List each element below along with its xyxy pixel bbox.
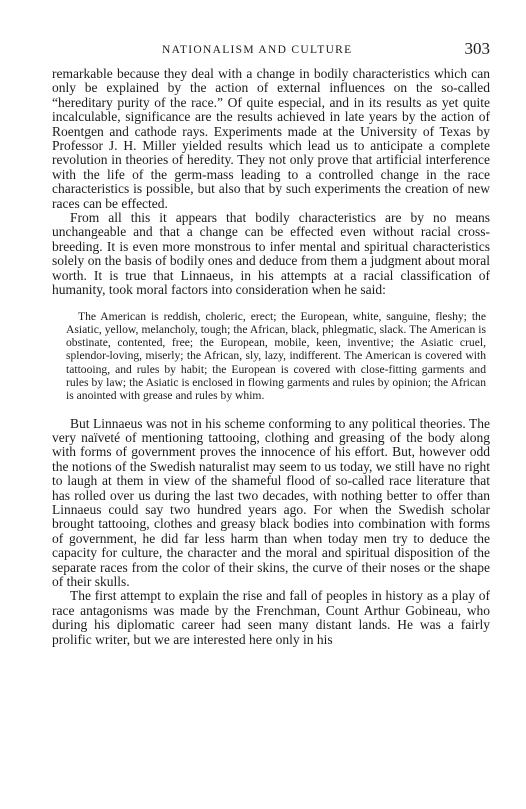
page-body [52,67,490,647]
page-header [52,39,490,62]
block-quote [66,310,486,403]
page-number: 303 [464,39,490,58]
paragraph-continued: remarkable because they deal with a change in bodily characteristics which can only be explained by the action of external influences on the so-called “hereditary purity of the race.” Of quite especial, and in its results as yet quite incalculable, significance are the results achieved in late years by the action of Roentgen and cathode rays. Experiments made at the University of Texas by Professor J. H. Miller yielded results which lead us to anticipate a complete revolution in theories of heredity. They not only prove that artificial interference with the life of the germ-mass leading to a controlled change in the race characteristics is possible, but also that by such experiments the creation of new races can be effected. [52,66,490,211]
block-quote-text: The American is reddish, choleric, erect; the European, white, sanguine, fleshy; the Asiatic, yellow, melancholy, tough; the African, black, phlegmatic, slack. The American is obstinate, contented, free; the European, mobile, keen, inventive; the Asiatic cruel, splendor-loving, miserly; the African, sly, lazy, indifferent. The American is covered with tattooing, and rules by habit; the European is covered with close-fitting garments and rules by law; the Asiatic is enclosed in flowing garments and rules by opinion; the African is anointed with grease and rules by whim. [66,309,486,403]
running-head: NATIONALISM AND CULTURE [162,44,353,56]
paragraph-linnaeus-intro: From all this it appears that bodily characteristics are by no means unchangeable and that a change can be effected even without racial cross-breeding. It is even more monstrous to infer mental and spiritual characteristics solely on the basis of bodily ones and deduce from them a judgment about moral worth. It is true that Linnaeus, in his attempts at a racial classification of humanity, took moral factors into consideration when he said: [52,210,490,298]
paragraph-gobineau: The first attempt to explain the rise and fall of peoples in history as a play of race antagonisms was made by the Frenchman, Count Arthur Gobineau, who during his diplomatic career had seen many distant lands. He was a fairly prolific writer, but we are interested here only in his [52,588,490,647]
paragraph-linnaeus-critique: But Linnaeus was not in his scheme conforming to any political theories. The very naïveté of mentioning tattooing, clothing and greasing of the body along with forms of government proves the innocence of his effort. But, however odd the notions of the Swedish naturalist may seem to us today, we still have no right to laugh at them in view of the shameful flood of so-called race literature that has rolled over us during the last two decades, with nothing better to offer than Linnaeus could say two hundred years ago. For when the Swedish scholar brought tattooing, clothes and greasy black bodies into combination with forms of government, he did far less harm than when today men try to deduce the capacity for culture, the character and the moral and spiritual disposition of the separate races from the color of their skins, the curve of their noses or the shape of their skulls. [52,415,490,590]
